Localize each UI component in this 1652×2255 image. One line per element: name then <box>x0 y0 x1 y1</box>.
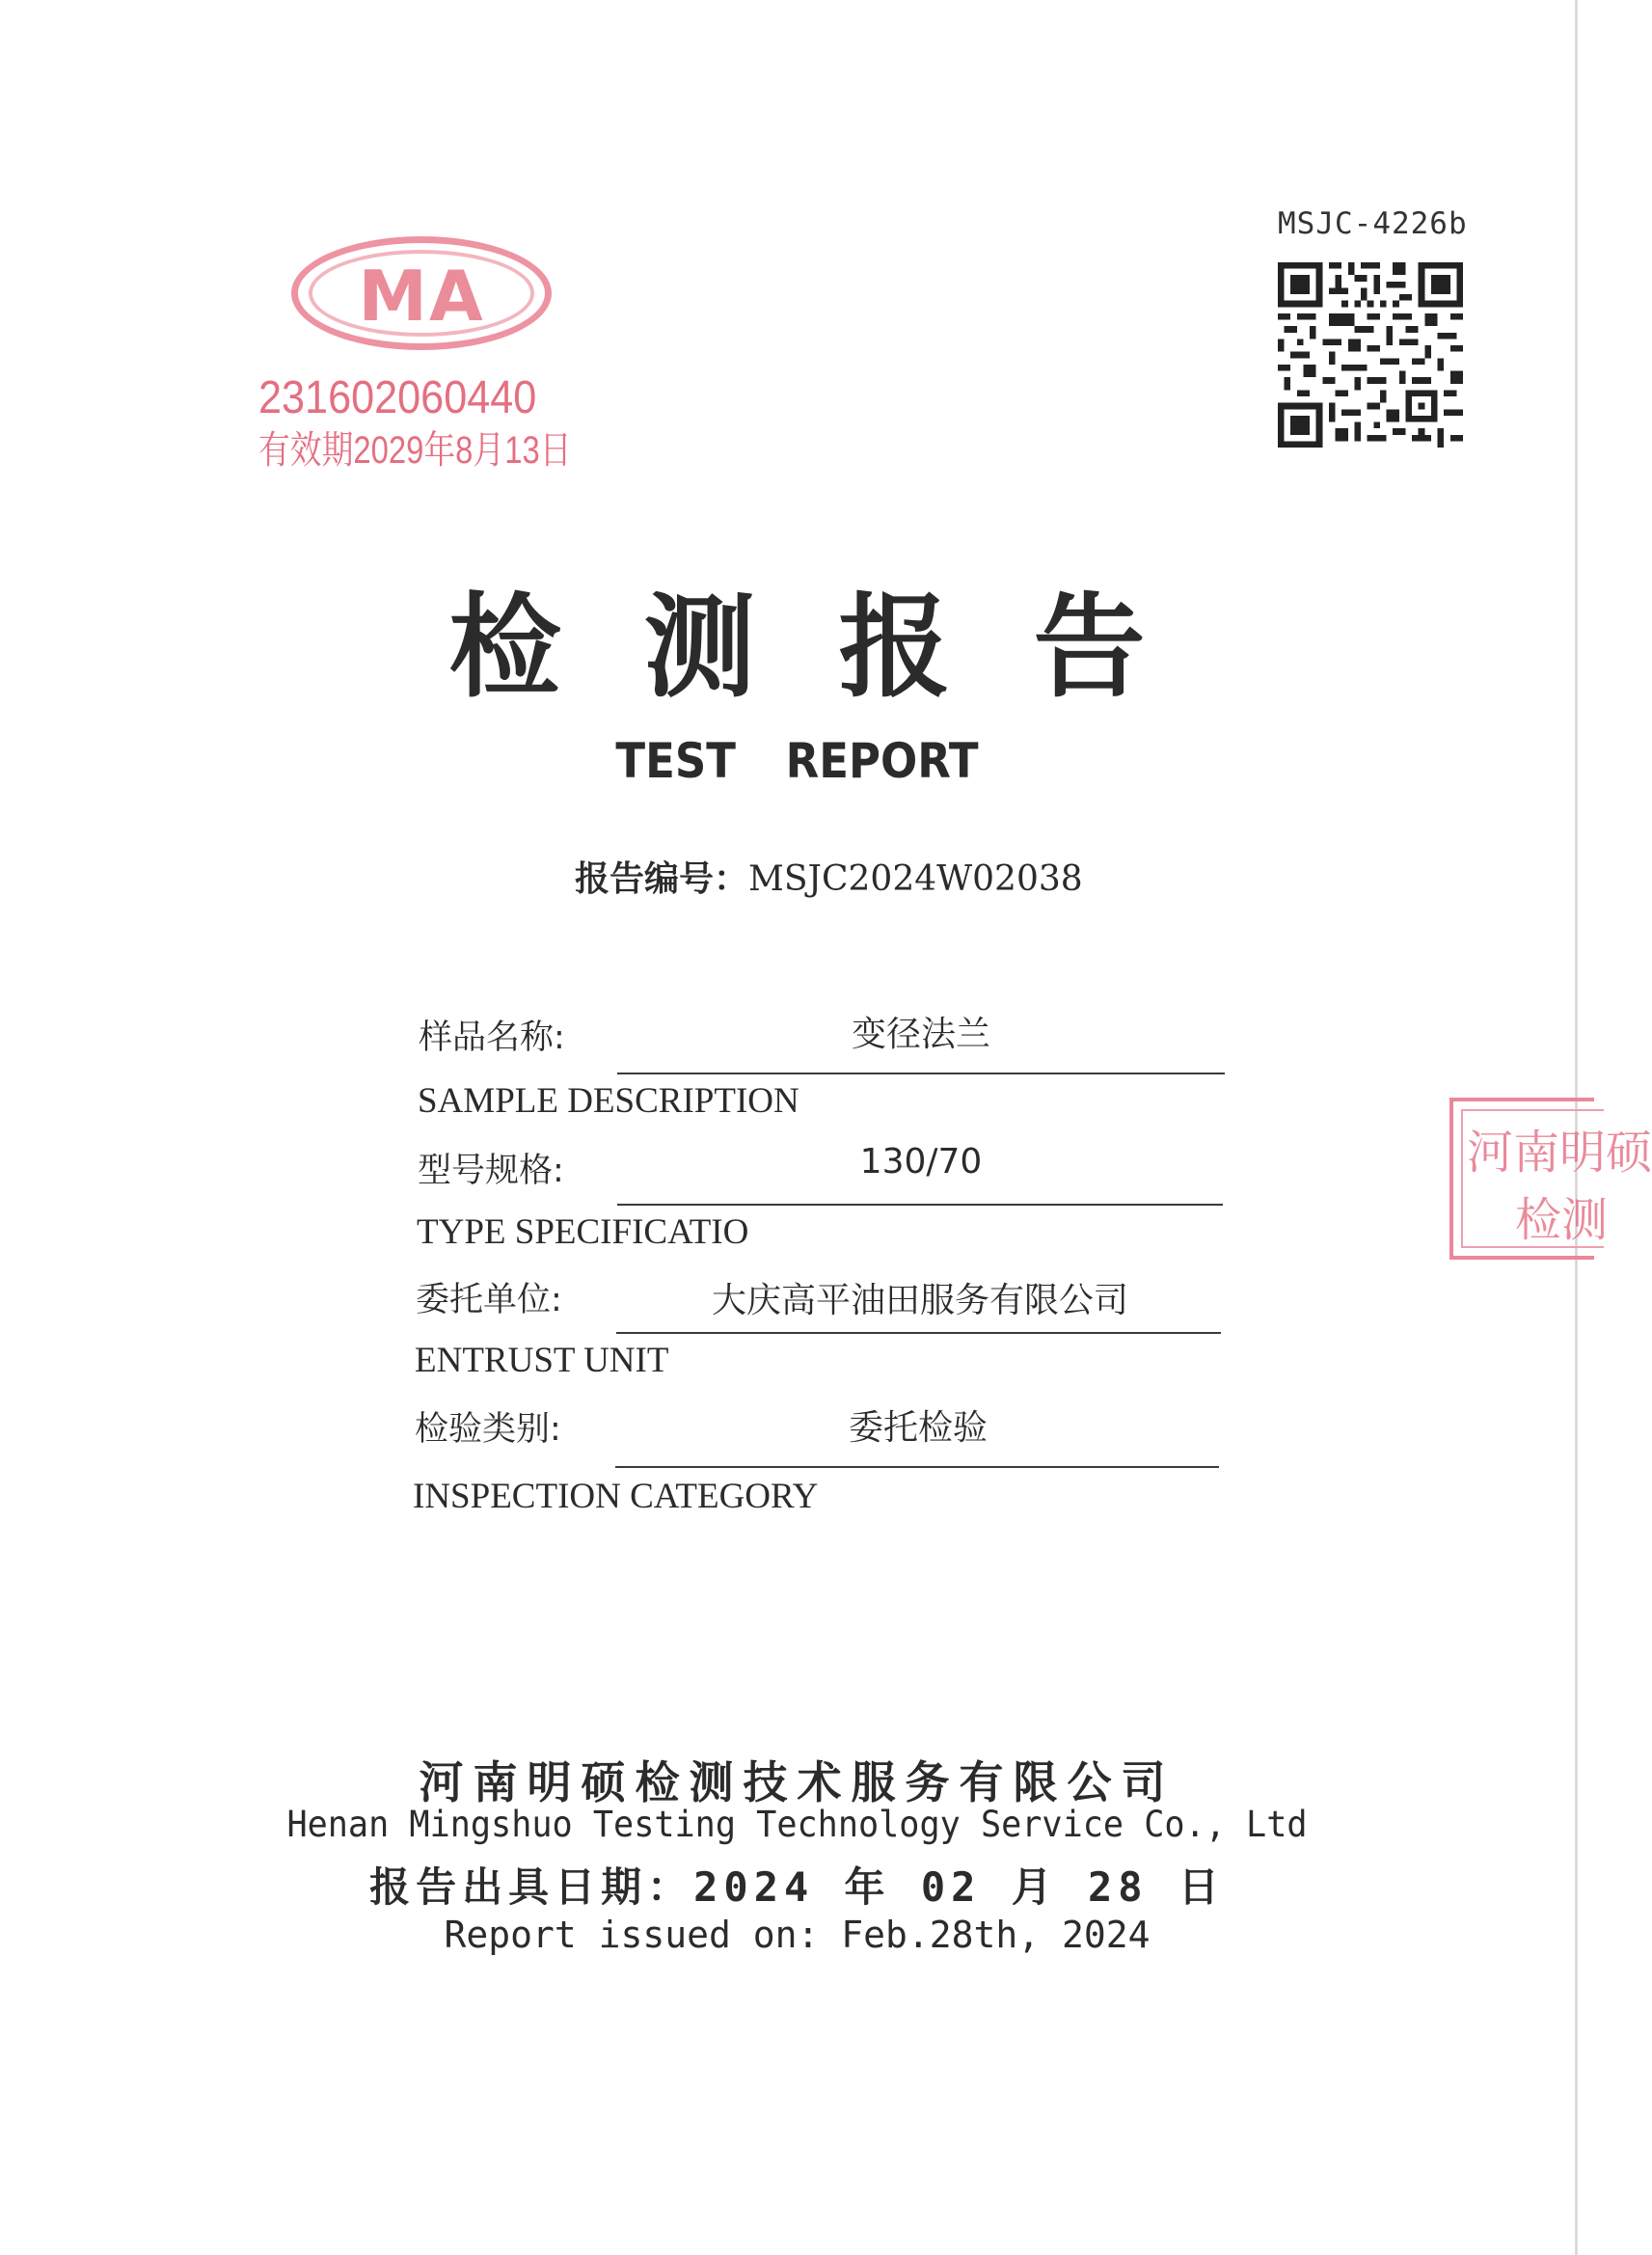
report-number-value: MSJC2024W02038 <box>748 859 1083 899</box>
type-label-cn: 型号规格: <box>418 1152 564 1190</box>
side-seal-line-1: 河南明硕 <box>1467 1128 1652 1179</box>
cma-stamp-validity: 有效期2029年8月13日 <box>258 429 572 472</box>
company-name-cn: 河南明硕检测技术服务有限公司 <box>419 1756 1176 1808</box>
type-label-en: TYPE SPECIFICATIO <box>417 1212 749 1252</box>
report-title-en: TEST REPORT <box>615 733 979 789</box>
cma-stamp <box>253 236 590 477</box>
issue-date-cn: 报告出具日期：2024 年 02 月 28 日 <box>369 1863 1225 1911</box>
entrust-label-en: ENTRUST UNIT <box>415 1341 669 1380</box>
entrust-value: 大庆高平油田服务有限公司 <box>711 1281 1128 1320</box>
report-number <box>575 852 1083 901</box>
issue-date-en: Report issued on: Feb.28th, 2024 <box>444 1914 1151 1956</box>
type-underline <box>617 1204 1223 1206</box>
type-value: 130/70 <box>859 1142 983 1182</box>
report-number-label: 报告编号： <box>575 859 749 899</box>
cma-stamp-logo: MA <box>358 256 485 337</box>
cma-stamp-code: 231602060440 <box>258 372 537 423</box>
category-label-en: INSPECTION CATEGORY <box>413 1477 819 1516</box>
side-seal-line-2: 检测 <box>1515 1195 1609 1246</box>
report-title-cn: 检测报告 <box>448 582 1229 713</box>
qr-code-label: MSJC-4226b <box>1278 206 1468 241</box>
company-name-en: Henan Mingshuo Testing Technology Service Co., Ltd <box>286 1804 1308 1845</box>
category-label-cn: 检验类别: <box>415 1410 561 1449</box>
sample-underline <box>617 1073 1225 1074</box>
entrust-label-cn: 委托单位: <box>416 1281 562 1319</box>
qr-code-icon <box>1278 262 1463 448</box>
entrust-underline <box>616 1332 1221 1334</box>
sample-value: 变径法兰 <box>851 1015 990 1054</box>
sample-label-cn: 样品名称: <box>419 1019 565 1057</box>
sample-label-en: SAMPLE DESCRIPTION <box>418 1081 799 1121</box>
side-company-seal <box>1449 1098 1652 1260</box>
category-value: 委托检验 <box>848 1408 988 1448</box>
category-underline <box>615 1466 1219 1468</box>
